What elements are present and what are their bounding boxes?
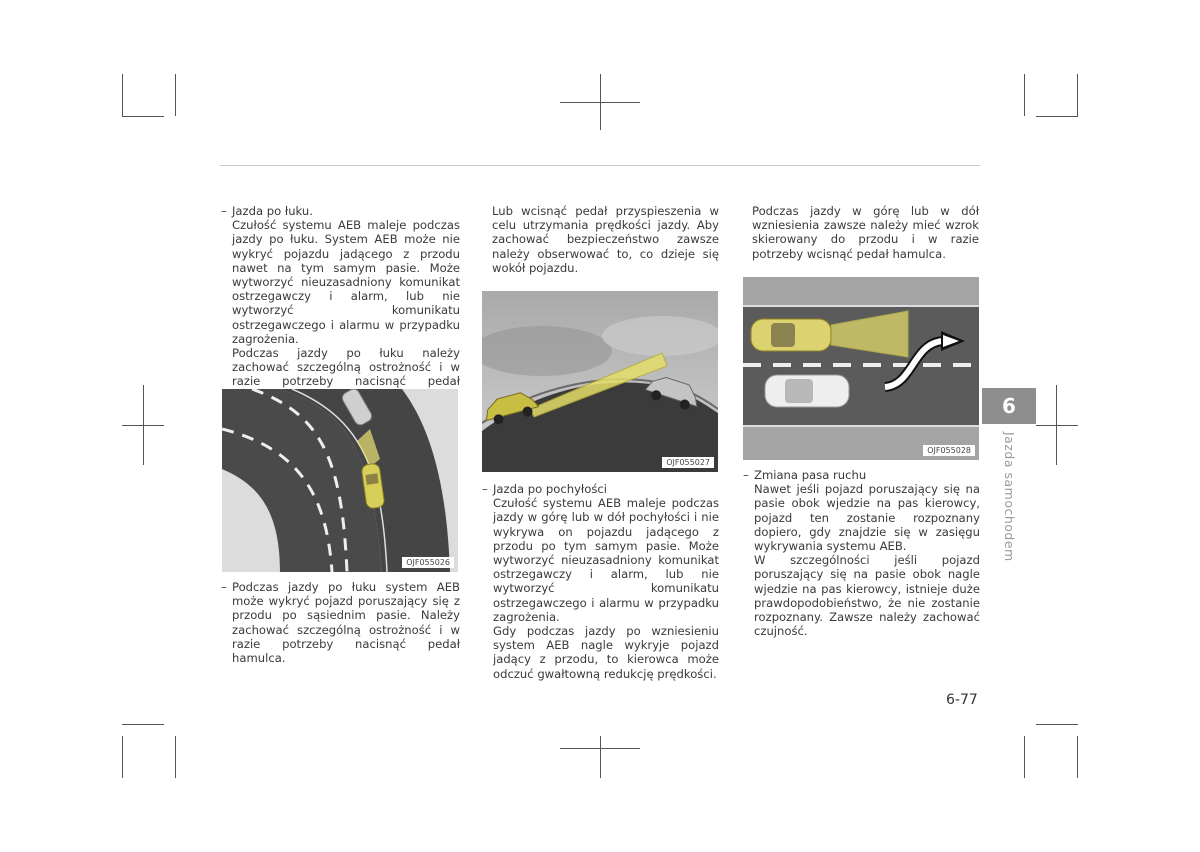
bullet-dash: – (221, 204, 227, 218)
header-rule (220, 165, 980, 166)
column-1-lower (221, 580, 460, 665)
figure-code: OJF055028 (923, 445, 975, 456)
paragraph: W szczególności jeśli pojazd poruszający się na pasie obok nagle wjedzie na pas kierowcy, istnieje duże prawdopodobieństwo, że nie zostanie rozpoznany. Zawsze należy zachować czujność. (754, 553, 980, 639)
curve-road-illustration (222, 389, 458, 572)
slope-road-illustration (482, 291, 718, 472)
chapter-title: Jazda samochodem (1002, 432, 1017, 562)
paragraph: Podczas jazdy po łuku należy zachować szczególną ostrożność i w razie potrzeby nacisnąć pedał (232, 346, 460, 389)
lane-change-illustration (743, 277, 979, 460)
paragraph: Czułość systemu AEB maleje podczas jazdy w górę lub w dół pochyłości i nie wykrywa on pojazdu jadącego z przodu po tym samym pasie. Może wytworzyć nieuzasadniony komunikat ostrzegawczy i alarm, lub nie wytworzyć komunikatu ostrzegawczego i alarmu w przypadku zagrożenia. (493, 496, 719, 624)
paragraph: Gdy podczas jazdy po wzniesieniu system AEB nagle wykryje pojazd jadący z przodu, to kierowca może odczuć gwałtowną redukcję prędkości. (493, 624, 719, 681)
lane-change-figure (743, 277, 979, 460)
bullet-dash: – (482, 482, 488, 496)
list-item (743, 468, 980, 638)
column-3-lower (743, 468, 980, 638)
curve-road-figure (222, 389, 458, 572)
column-1 (221, 204, 460, 403)
item-title: Jazda po pochyłości (493, 482, 607, 496)
chapter-number-tab: 6 (982, 388, 1036, 424)
column-2-lower (482, 482, 719, 681)
paragraph: Lub wcisnąć pedał przyspieszenia w celu utrzymania prędkości jazdy. Aby zachować bezpieczeństwo zawsze należy obserwować to, co dzieje się wokół pojazdu. (492, 204, 719, 275)
list-item (482, 482, 719, 681)
item-title: Zmiana pasa ruchu (754, 468, 867, 482)
paragraph: Podczas jazdy w górę lub w dół wzniesienia zawsze należy mieć wzrok skierowany do przodu i w razie potrzeby wcisnąć pedał hamulca. (752, 204, 979, 261)
list-item (221, 204, 460, 403)
figure-code: OJF055027 (662, 457, 714, 468)
figure-code: OJF055026 (402, 557, 454, 568)
column-2 (492, 204, 719, 275)
column-3 (752, 204, 979, 261)
paragraph: Nawet jeśli pojazd poruszający się na pasie obok wjedzie na pas kierowcy, pojazd ten zostanie rozpoznany dopiero, gdy znajdzie się w zasięgu wykrywania systemu AEB. (754, 482, 980, 554)
bullet-dash: – (221, 580, 227, 594)
slope-road-figure (482, 291, 718, 472)
bullet-dash: – (743, 468, 749, 482)
item-title: Jazda po łuku. (232, 204, 313, 218)
paragraph: Czułość systemu AEB maleje podczas jazdy po łuku. System AEB może nie wykryć pojazdu jadącego z przodu nawet na tym samym pasie. Może wytworzyć nieuzasadniony komunikat ostrzegawczy i alarm, lub nie wytworzyć komunikatu ostrzegawczego i alarmu w przypadku zagrożenia. (232, 218, 460, 346)
list-item (221, 580, 460, 665)
page-number: 6-77 (946, 692, 978, 708)
paragraph: Podczas jazdy po łuku system AEB może wykryć pojazd poruszający się z przodu po sąsiednim pasie. Należy zachować szczególną ostrożność i w razie potrzeby nacisnąć pedał hamulca. (232, 580, 460, 666)
